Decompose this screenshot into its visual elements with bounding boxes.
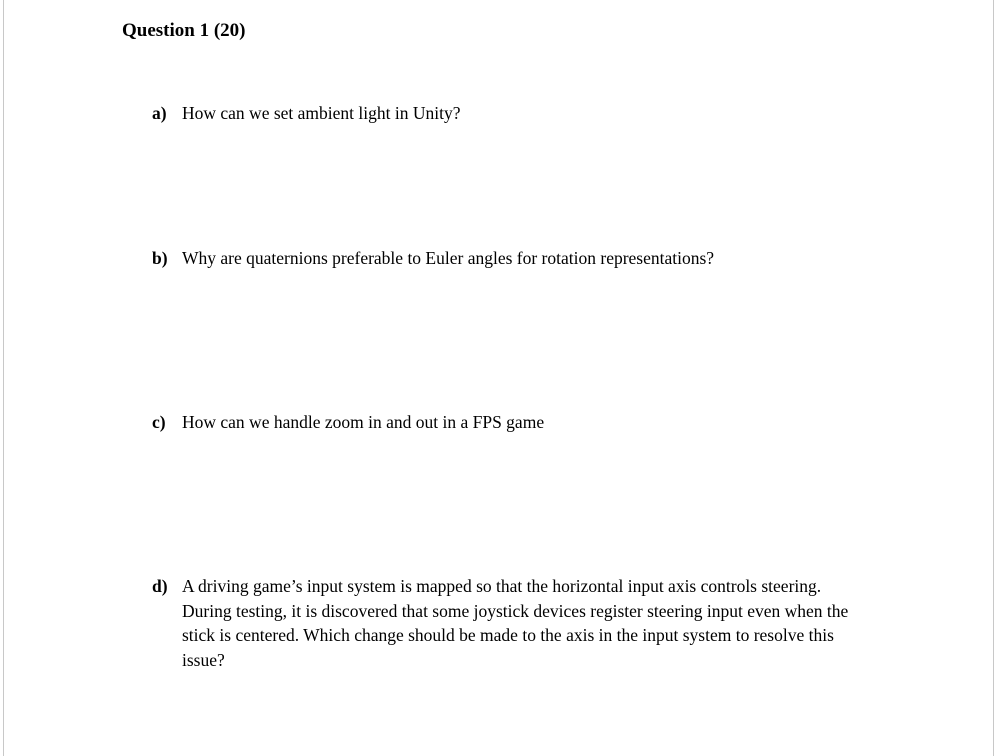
question-label-b: b) [152, 248, 168, 268]
question-text-b: Why are quaternions preferable to Euler angles for rotation representations? [182, 248, 715, 268]
question-text-d-line: stick is centered. Which change should be made to the axis in the input system to resolve this [182, 625, 834, 645]
question-text-d [182, 574, 892, 672]
question-text-c: How can we handle zoom in and out in a FPS game [182, 412, 545, 432]
question-item-a [152, 101, 892, 126]
page-right-border [993, 0, 994, 756]
question-item-c [152, 410, 892, 435]
question-text-a: How can we set ambient light in Unity? [182, 103, 461, 123]
question-text-d-line: A driving game’s input system is mapped so that the horizontal input axis controls steering. [182, 576, 822, 596]
question-item-d [152, 574, 892, 672]
question-text-d-line: issue? [182, 649, 225, 670]
question-text-d-line: During testing, it is discovered that some joystick devices register steering input even when the [182, 600, 849, 621]
question-heading: Question 1 (20) [122, 20, 246, 41]
question-label-d: d) [152, 576, 168, 596]
page-left-border [3, 0, 4, 756]
question-item-b [152, 246, 892, 271]
question-label-a: a) [152, 103, 167, 123]
question-label-c: c) [152, 412, 166, 432]
